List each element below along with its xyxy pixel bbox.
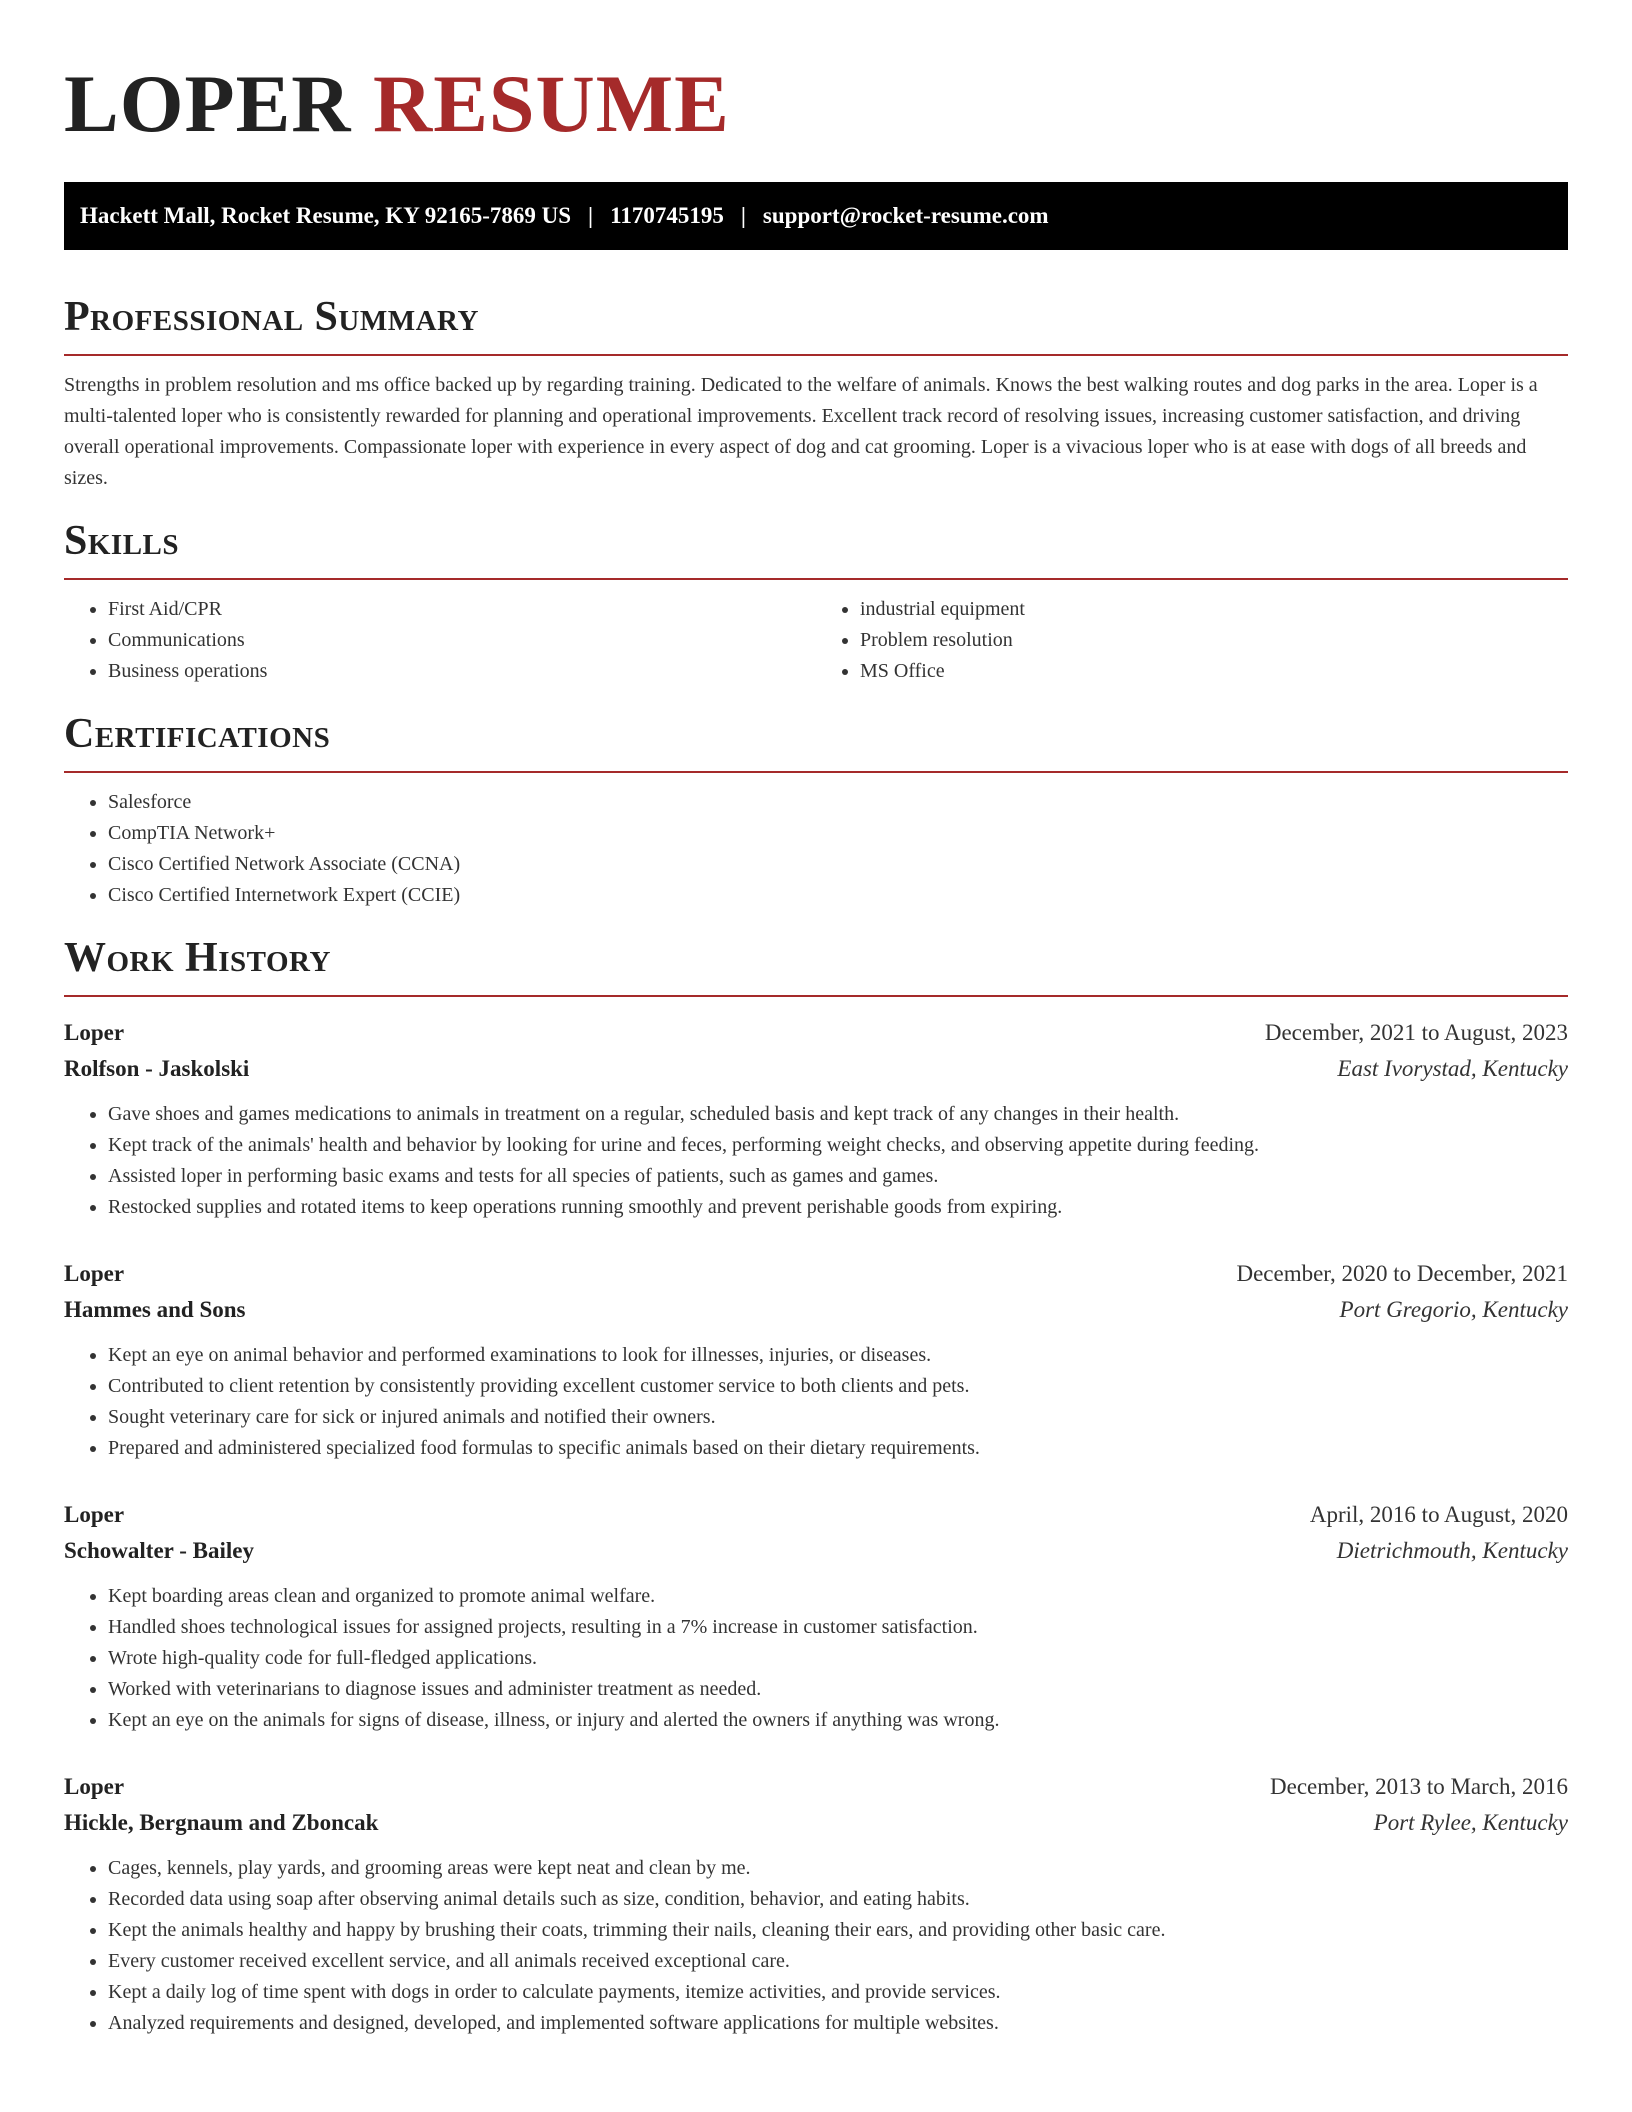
first-name: LOPER — [64, 58, 352, 149]
certification-item: • CompTIA Network+ — [108, 818, 1568, 849]
job-duty: • Prepared and administered specialized food formulas to specific animals based on their dietary requirements. — [108, 1433, 1568, 1464]
contact-email: support@rocket-resume.com — [762, 203, 1049, 228]
job-title: Loper — [64, 1020, 125, 1045]
skill-item: • Communications — [108, 625, 816, 656]
job-duty: • Sought veterinary care for sick or injured animals and notified their owners. — [108, 1402, 1568, 1433]
skill-item: • Problem resolution — [860, 625, 1568, 656]
job-location: Port Rylee, Kentucky — [1373, 1810, 1568, 1835]
skill-item: • industrial equipment — [860, 594, 1568, 625]
contact-address: Hackett Mall, Rocket Resume, KY 92165-7869 US — [80, 203, 572, 228]
job-location: Port Gregorio, Kentucky — [1339, 1297, 1568, 1322]
job-title: Loper — [64, 1774, 125, 1799]
job-header-row — [64, 1256, 1568, 1292]
work-history-heading: Work History — [64, 933, 1568, 997]
contact-separator: | — [588, 203, 594, 228]
job-duty: • Contributed to client retention by consistently providing excellent customer service to both clients and pets. — [108, 1371, 1568, 1402]
job-entry — [64, 1256, 1568, 1464]
job-duty: • Gave shoes and games medications to animals in treatment on a regular, scheduled basis and kept track of any changes in their health. — [108, 1099, 1568, 1130]
job-duty: • Cages, kennels, play yards, and grooming areas were kept neat and clean by me. — [108, 1853, 1568, 1884]
job-company-row — [64, 1805, 1568, 1841]
job-duties — [64, 1099, 1568, 1223]
job-location: East Ivorystad, Kentucky — [1337, 1056, 1568, 1081]
job-dates: December, 2020 to December, 2021 — [1236, 1261, 1568, 1286]
certification-item: • Cisco Certified Internetwork Expert (CCIE) — [108, 880, 1568, 911]
summary-text: Strengths in problem resolution and ms office backed up by regarding training. Dedicated to the welfare of animals. Knows the best walking routes and dog parks in the area. Loper is a multi-talented loper who is consistently rewarded for planning and operational improvements. Excellent track record of resolving issues, increasing customer satisfaction, and driving overall operational improvements. Compassionate loper with experience in every aspect of dog and cat grooming. Loper is a vivacious loper who is at ease with dogs of all breeds and sizes. — [64, 374, 1538, 489]
job-entry — [64, 1769, 1568, 2039]
resume-name — [64, 58, 1568, 150]
job-duty: • Kept an eye on animal behavior and performed examinations to look for illnesses, injuries, or diseases. — [108, 1340, 1568, 1371]
skills-grid — [64, 594, 1568, 687]
job-dates: December, 2021 to August, 2023 — [1264, 1020, 1568, 1045]
job-duty: • Wrote high-quality code for full-fledged applications. — [108, 1643, 1568, 1674]
contact-phone: 1170745195 — [610, 203, 724, 228]
job-duty: • Recorded data using soap after observing animal details such as size, condition, behavior, and eating habits. — [108, 1884, 1568, 1915]
job-duty: • Kept a daily log of time spent with dogs in order to calculate payments, itemize activities, and provide services. — [108, 1977, 1568, 2008]
last-name: RESUME — [372, 58, 730, 149]
job-duty: • Handled shoes technological issues for assigned projects, resulting in a 7% increase in customer satisfaction. — [108, 1612, 1568, 1643]
job-header-row — [64, 1769, 1568, 1805]
job-duty: • Restocked supplies and rotated items to keep operations running smoothly and prevent perishable goods from expiring. — [108, 1192, 1568, 1223]
job-duty: • Kept track of the animals' health and behavior by looking for urine and feces, performing weight checks, and observing appetite during feeding. — [108, 1130, 1568, 1161]
skill-item: • Business operations — [108, 656, 816, 687]
job-location: Dietrichmouth, Kentucky — [1336, 1538, 1568, 1563]
certification-item: • Cisco Certified Network Associate (CCNA) — [108, 849, 1568, 880]
job-duty: • Analyzed requirements and designed, developed, and implemented software applications for multiple websites. — [108, 2008, 1568, 2039]
job-dates: December, 2013 to March, 2016 — [1270, 1774, 1568, 1799]
job-company-row — [64, 1051, 1568, 1087]
job-company: Schowalter - Bailey — [64, 1538, 254, 1563]
summary-heading: Professional Summary — [64, 292, 1568, 356]
job-company: Hammes and Sons — [64, 1297, 246, 1322]
certification-item: • Salesforce — [108, 787, 1568, 818]
skills-heading: Skills — [64, 516, 1568, 580]
job-entry — [64, 1015, 1568, 1223]
skill-item: • MS Office — [860, 656, 1568, 687]
job-duty: • Kept an eye on the animals for signs of disease, illness, or injury and alerted the owners if anything was wrong. — [108, 1705, 1568, 1736]
job-duties — [64, 1853, 1568, 2039]
skill-item: • First Aid/CPR — [108, 594, 816, 625]
job-company-row — [64, 1533, 1568, 1569]
job-header-row — [64, 1015, 1568, 1051]
job-title: Loper — [64, 1261, 125, 1286]
job-company: Hickle, Bergnaum and Zboncak — [64, 1810, 379, 1835]
job-duty: • Assisted loper in performing basic exams and tests for all species of patients, such as games and games. — [108, 1161, 1568, 1192]
job-company: Rolfson - Jaskolski — [64, 1056, 250, 1081]
contact-bar — [64, 182, 1568, 250]
job-duty: • Every customer received excellent service, and all animals received exceptional care. — [108, 1946, 1568, 1977]
job-dates: April, 2016 to August, 2020 — [1309, 1502, 1568, 1527]
job-title: Loper — [64, 1502, 125, 1527]
job-header-row — [64, 1497, 1568, 1533]
job-company-row — [64, 1292, 1568, 1328]
job-duties — [64, 1340, 1568, 1464]
job-duties — [64, 1581, 1568, 1736]
skills-list-right — [816, 594, 1568, 687]
certifications-list — [64, 787, 1568, 911]
job-duty: • Kept boarding areas clean and organized to promote animal welfare. — [108, 1581, 1568, 1612]
contact-separator: | — [740, 203, 746, 228]
job-duty: • Kept the animals healthy and happy by brushing their coats, trimming their nails, cleaning their ears, and providing other basic care. — [108, 1915, 1568, 1946]
job-duty: • Worked with veterinarians to diagnose issues and administer treatment as needed. — [108, 1674, 1568, 1705]
skills-list-left — [64, 594, 816, 687]
job-entry — [64, 1497, 1568, 1736]
certifications-heading: Certifications — [64, 709, 1568, 773]
